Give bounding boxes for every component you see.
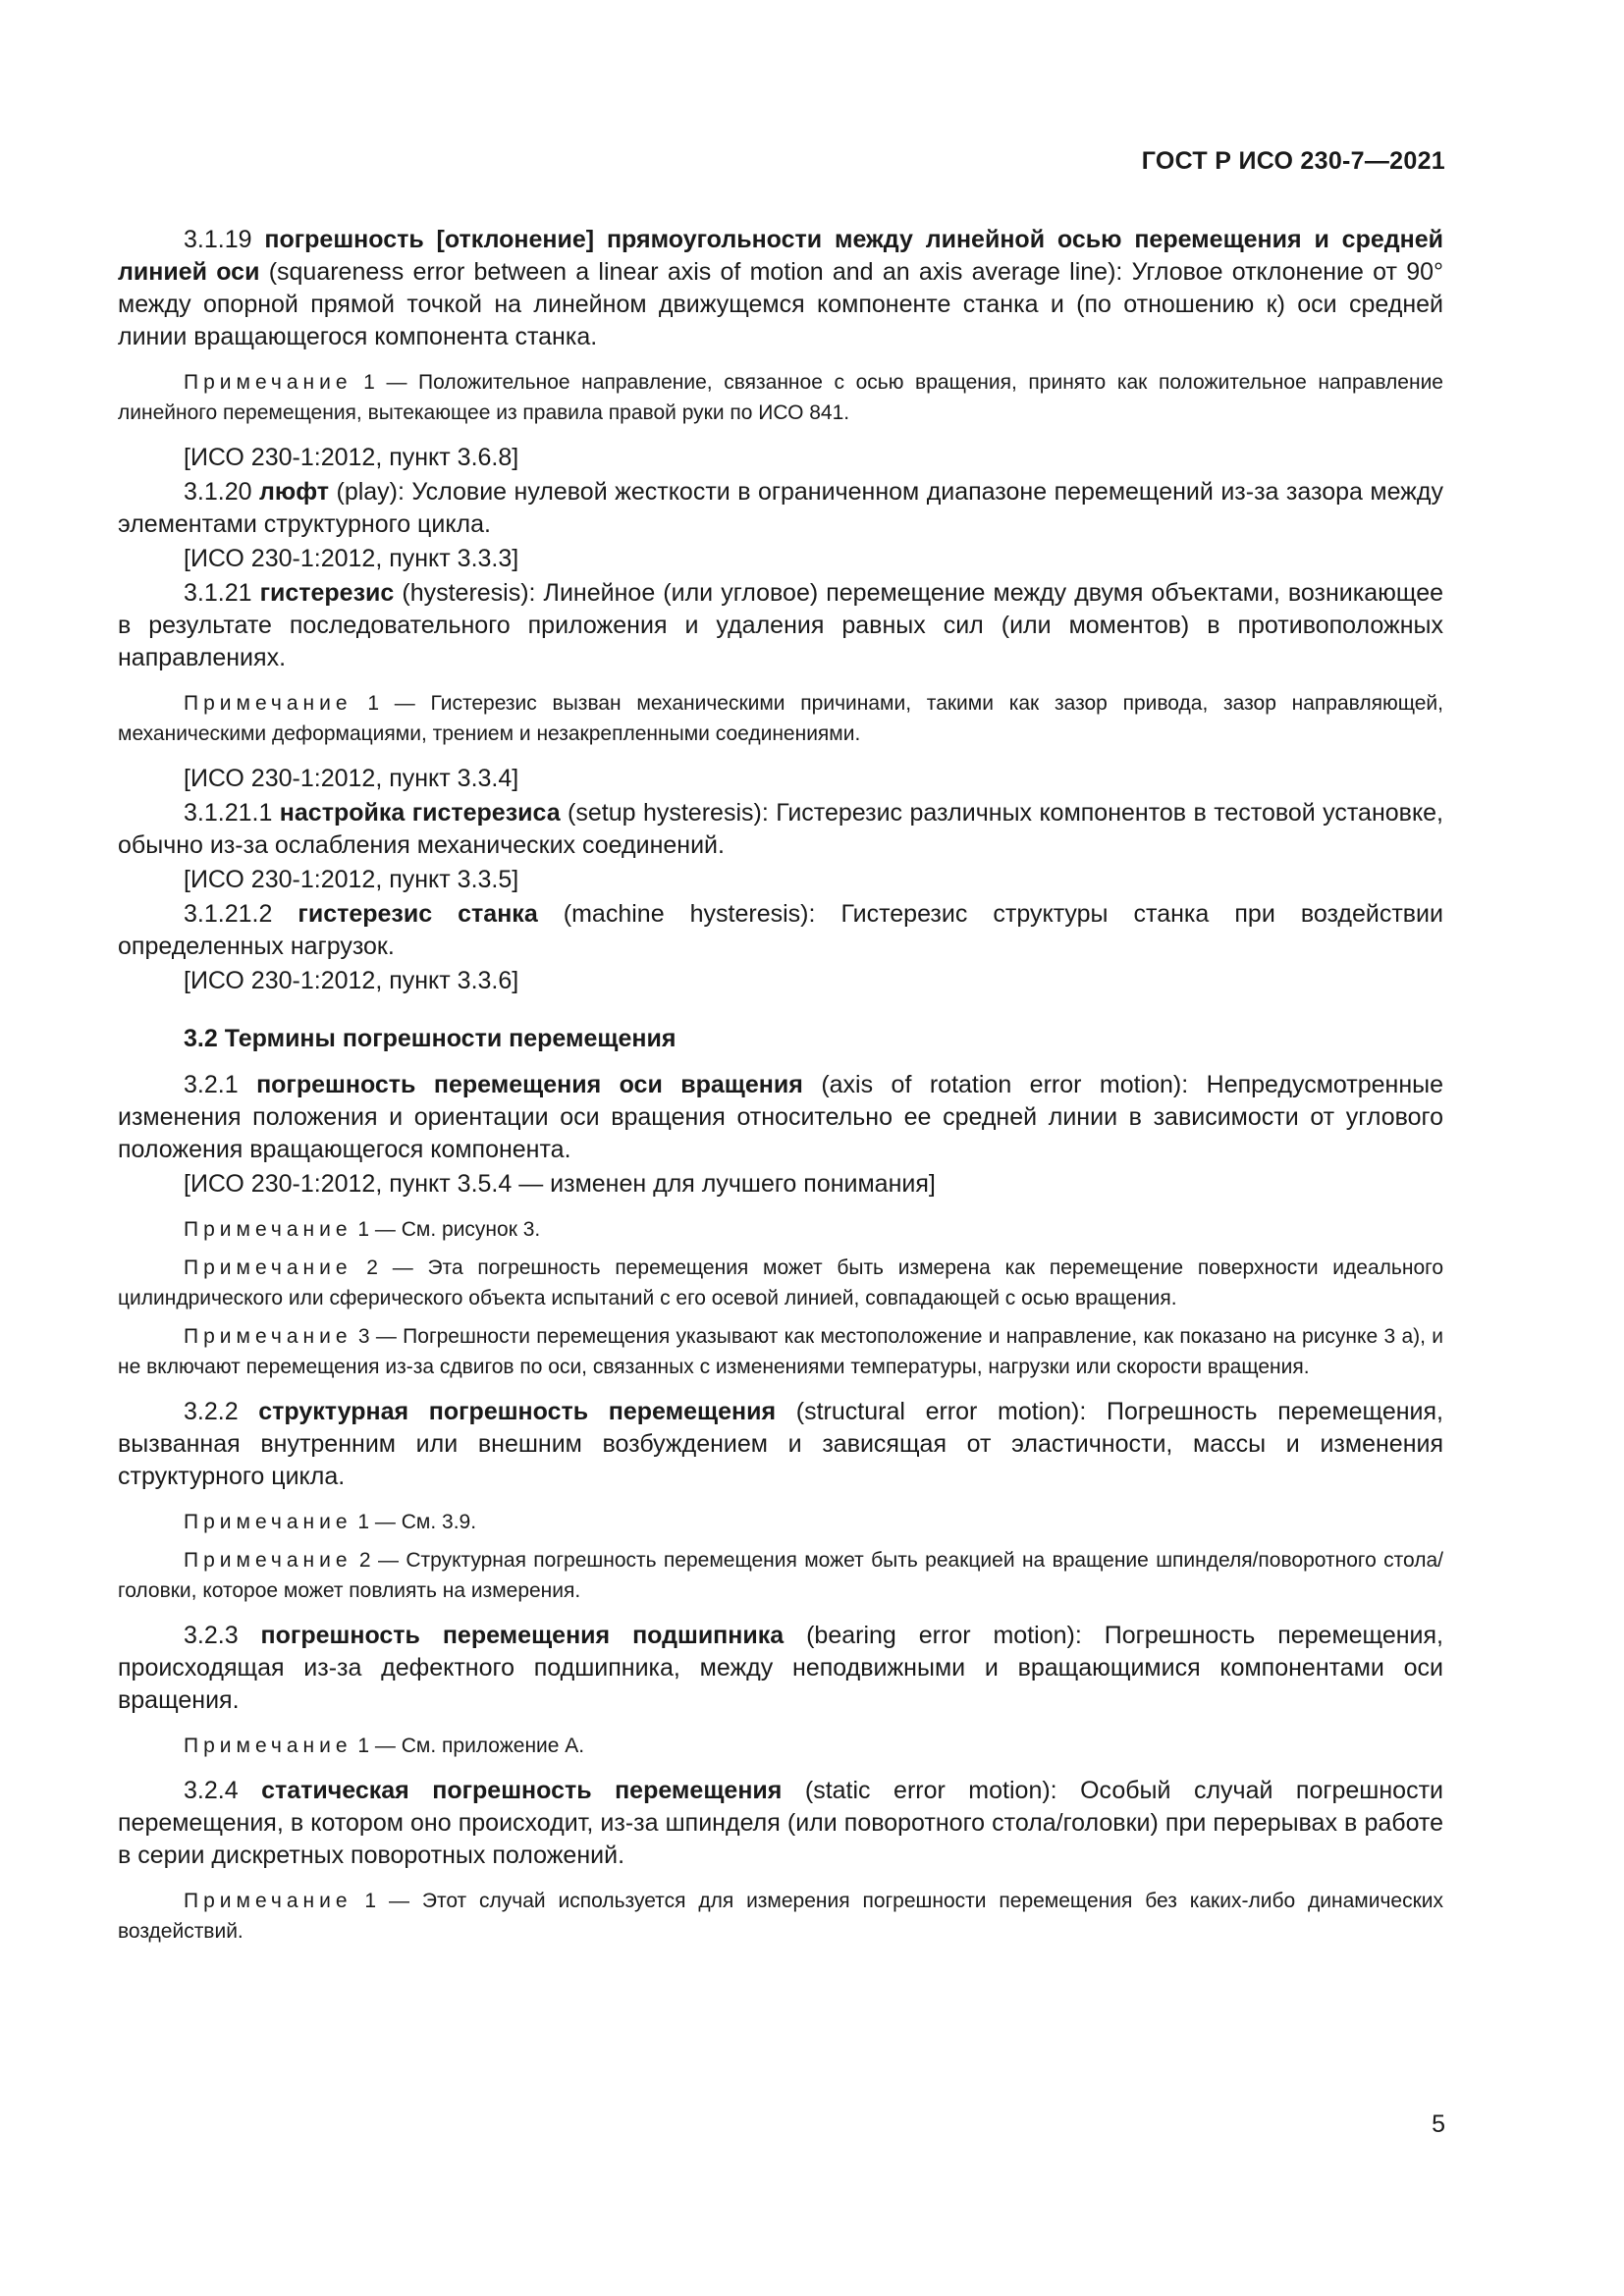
standard-designation: ГОСТ Р ИСО 230-7—2021 [1141,147,1445,175]
note-3-2-2-2: Примечание 2 — Структурная погрешность перемещения может быть реакцией на вращение шпинделя/поворотного стола/головки, которое может повлиять на измерения. [118,1549,1443,1602]
term-title: структурная погрешность перемещения [258,1398,777,1425]
reference-3-1-21: [ИСО 230-1:2012, пункт 3.3.4] [184,765,519,792]
term-title: настройка гистерезиса [279,799,561,827]
term-title: статическая погрешность перемещения [261,1777,783,1804]
term-title: погрешность перемещения оси вращения [256,1071,803,1098]
reference-3-1-20: [ИСО 230-1:2012, пункт 3.3.3] [184,545,519,572]
note-3-2-2-1: Примечание 1 — См. 3.9. [184,1511,477,1533]
reference-3-2-1: [ИСО 230-1:2012, пункт 3.5.4 — изменен для лучшего понимания] [184,1170,936,1198]
term-title: погрешность перемещения подшипника [260,1622,785,1649]
note-3-2-1-1: Примечание 1 — См. рисунок 3. [184,1218,541,1241]
section-heading-3-2: 3.2 Термины погрешности перемещения [184,1025,677,1052]
note-3-2-1-3: Примечание 3 — Погрешности перемещения указывают как местоположение и направление, как показано на рисунке 3 а), и не включают перемещения из-за сдвигов по оси, связанных с изменениями температуры, нагрузки или скорости вращения. [118,1325,1443,1378]
term-3-1-21-2: 3.1.21.2 гистерезис станка (machine hysteresis): Гистерезис структуры станка при воздействии определенных нагрузок. [118,900,1443,960]
note-3-2-1-2: Примечание 2 — Эта погрешность перемещения может быть измерена как перемещение поверхности идеального цилиндрического или сферического объекта испытаний с его осевой линией, совпадающей с осью вращения. [118,1256,1443,1309]
page-content [118,224,1443,1947]
term-title: люфт [258,478,330,506]
term-3-1-21-1: 3.1.21.1 настройка гистерезиса (setup hysteresis): Гистерезис различных компонентов в тестовой установке, обычно из-за ослабления механических соединений. [118,799,1444,859]
reference-3-1-19: [ИСО 230-1:2012, пункт 3.6.8] [184,444,519,471]
term-3-2-2: 3.2.2 структурная погрешность перемещения (structural error motion): Погрешность перемещения, вызванная внутренним или внешним возбуждением и зависящая от эластичности, массы и изменения структурного цикла. [118,1398,1443,1490]
term-3-1-19: 3.1.19 погрешность [отклонение] прямоугольности между линейной осью перемещения и средней линией оси (squareness error between a linear axis of motion and an axis average line): Угловое отклонение от 90° между опорной прямой точкой на линейном движущемся компоненте станка и (по отношению к) оси средней линии вращающегося компонента станка. [118,226,1443,350]
term-title: погрешность [отклонение] прямоугольности между линейной осью перемещения и средней линией оси [118,226,1443,286]
term-3-1-21: 3.1.21 гистерезис (hysteresis): Линейное (или угловое) перемещение между двумя объектами, возникающее в результате последовательного приложения и удаления равных сил (или моментов) в противоположных направлениях. [118,579,1443,671]
page-number: 5 [1432,2110,1445,2138]
note-3-1-19-1: Примечание 1 — Положительное направление, связанное с осью вращения, принято как положительное направление линейного перемещения, вытекающее из правила правой руки по ИСО 841. [118,371,1443,424]
term-3-2-3: 3.2.3 погрешность перемещения подшипника (bearing error motion): Погрешность перемещения, происходящая из-за дефектного подшипника, между неподвижными и вращающимися компонентами оси вращения. [118,1622,1443,1714]
note-3-1-21-1: Примечание 1 — Гистерезис вызван механическими причинами, такими как зазор привода, зазор направляющей, механическими деформациями, трением и незакрепленными соединениями. [118,692,1443,745]
reference-3-1-21-1: [ИСО 230-1:2012, пункт 3.3.5] [184,866,519,893]
note-3-2-3-1: Примечание 1 — См. приложение А. [184,1735,585,1757]
term-3-1-20: 3.1.20 люфт (play): Условие нулевой жесткости в ограниченном диапазоне перемещений из-за зазора между элементами структурного цикла. [118,478,1443,538]
term-3-2-4: 3.2.4 статическая погрешность перемещения (static error motion): Особый случай погрешности перемещения, в котором оно происходит, из-за шпинделя (или поворотного стола/головки) при перерывах в работе в серии дискретных поворотных положений. [118,1777,1443,1869]
term-title: гистерезис [259,579,395,607]
reference-3-1-21-2: [ИСО 230-1:2012, пункт 3.3.6] [184,967,519,994]
term-title: гистерезис станка [298,900,538,928]
note-3-2-4-1: Примечание 1 — Этот случай используется для измерения погрешности перемещения без каких-либо динамических воздействий. [118,1890,1443,1943]
term-3-2-1: 3.2.1 погрешность перемещения оси вращения (axis of rotation error motion): Непредусмотренные изменения положения и ориентации оси вращения относительно ее средней линии в зависимости от углового положения вращающегося компонента. [118,1071,1443,1163]
